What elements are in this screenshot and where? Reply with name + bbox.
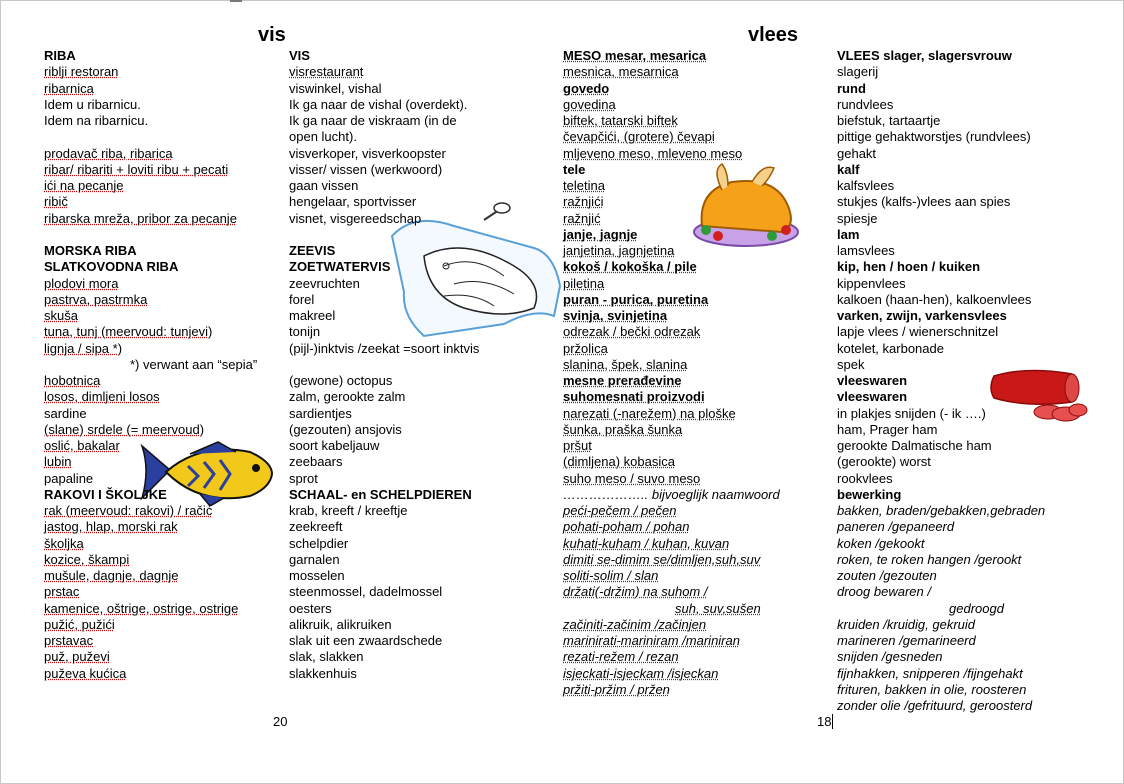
- page-number-right: [817, 714, 833, 729]
- term: puran - purica, puretina: [563, 291, 709, 307]
- term: mljeveno meso, mleveno meso: [563, 145, 743, 161]
- term: RAKOVI I ŠKOLJKE: [44, 486, 167, 502]
- term: Idem na ribarnicu.: [44, 113, 149, 128]
- term: mosselen: [289, 568, 345, 583]
- term: ribar/ ribariti + loviti ribu + pecati: [44, 161, 229, 177]
- term: narezati (-narežem) na ploške: [563, 405, 736, 421]
- term: (gerookte) worst: [837, 454, 931, 470]
- term: stukjes (kalfs-)vlees aan spies: [837, 194, 1011, 210]
- term: varken, zwijn, varkensvlees: [837, 308, 1007, 323]
- term: skuša: [44, 308, 78, 323]
- term: SCHAAL- en SCHELPDIEREN: [289, 486, 472, 502]
- term: kamenice, oštrige, ostrige, ostrige: [44, 600, 239, 616]
- term: open lucht).: [289, 129, 357, 145]
- page-top-mark: [230, 0, 242, 2]
- term: oesters: [289, 600, 332, 616]
- term: slakkenhuis: [289, 665, 357, 681]
- column-croatian-fish: [44, 48, 279, 682]
- heading-vlees: vlees: [748, 24, 799, 46]
- term: mesnica, mesarnica: [563, 64, 679, 80]
- term: rund: [837, 80, 866, 96]
- term: VIS: [289, 48, 310, 63]
- term: bewerking: [837, 486, 902, 502]
- term: ham, Prager ham: [837, 421, 938, 437]
- term: slagerij: [837, 64, 879, 80]
- term: lapje vlees / wienerschnitzel: [837, 324, 999, 340]
- term: kotelet, karbonade: [837, 340, 944, 356]
- term: dimiti se-dimim se/dimljen,suh,suv: [563, 551, 761, 567]
- term: rundvlees: [837, 96, 894, 112]
- term: pržiti-pržim / pržen: [563, 681, 670, 697]
- term: in plakjes snijden (- ik ….): [837, 405, 986, 421]
- term: slanina, špek, slanina: [563, 356, 688, 372]
- term: mušule, dagnje, dagnje: [44, 568, 179, 583]
- term: riblji restoran: [44, 64, 119, 80]
- term: Ik ga naar de vishal (overdekt).: [289, 96, 468, 112]
- term: soliti-solim / slan: [563, 568, 659, 583]
- blank-line: [289, 227, 554, 243]
- term: rak (meervoud: rakovi) / račić: [44, 503, 213, 518]
- term: (gezouten) ansjovis: [289, 421, 402, 437]
- term: kuhati-kuham / kuhan, kuvan: [563, 535, 730, 551]
- term: kalfsvlees: [837, 178, 895, 193]
- term: kalkoen (haan-hen), kalkoenvlees: [837, 291, 1032, 307]
- term: lignja / sipa *): [44, 340, 123, 356]
- term: školjka: [44, 535, 84, 551]
- term: pittige gehaktworstjes (rundvlees): [837, 129, 1031, 145]
- term: forel: [289, 291, 315, 307]
- term: frituren, bakken in olie, roosteren: [837, 681, 1027, 697]
- term: biftek, tatarski biftek: [563, 113, 678, 128]
- term: visverkoper, visverkoopster: [289, 145, 446, 161]
- term: pastrva, pastrmka: [44, 291, 148, 307]
- term: šunka, praška šunka: [563, 421, 683, 437]
- term: spiesje: [837, 210, 878, 226]
- term: ražnjići: [563, 194, 604, 210]
- term: garnalen: [289, 551, 340, 567]
- term: jastog, hlap, morski rak: [44, 519, 178, 535]
- term: peći-pečem / pečen: [563, 503, 677, 518]
- term: Ik ga naar de viskraam (in de: [289, 113, 457, 128]
- term: prstac: [44, 584, 80, 600]
- term: zeebaars: [289, 454, 343, 470]
- term: pršut: [563, 438, 592, 453]
- term: puževa kućica: [44, 665, 127, 681]
- term: soort kabeljauw: [289, 438, 380, 453]
- term: tele: [563, 161, 586, 177]
- term: krab, kreeft / kreeftje: [289, 503, 408, 518]
- term: MESO mesar, mesarica: [563, 48, 707, 63]
- blank-line: [44, 227, 279, 243]
- term: pohati-poham / pohan: [563, 519, 690, 535]
- term: makreel: [289, 308, 336, 323]
- term: lubin: [44, 454, 72, 470]
- term: svinja, svinjetina: [563, 308, 668, 323]
- footnote: *) verwant aan “sepia”: [130, 356, 258, 372]
- term: visnet, visgereedschap: [289, 210, 422, 226]
- term: suhomesnati proizvodi: [563, 389, 705, 405]
- term: Idem u ribarnicu.: [44, 96, 141, 112]
- term: bakken, braden/gebakken,gebraden: [837, 503, 1046, 518]
- term: roken, te roken hangen /gerookt: [837, 551, 1022, 567]
- term: ribarnica: [44, 80, 94, 96]
- term: zeevruchten: [289, 275, 360, 291]
- term: mesne prerađevine: [563, 373, 682, 388]
- term: tuna, tunj (meervoud: tunjevi): [44, 324, 213, 340]
- term: janje, jagnje: [563, 226, 638, 242]
- term: viswinkel, vishal: [289, 80, 382, 96]
- term: SLATKOVODNA RIBA: [44, 259, 179, 275]
- term: rezati-režem / rezan: [563, 649, 679, 665]
- term: prstavac: [44, 633, 94, 648]
- term: papaline: [44, 470, 94, 486]
- term: slak, slakken: [289, 649, 364, 665]
- term: odrezak / bečki odrezak: [563, 324, 701, 340]
- term: ZEEVIS: [289, 243, 336, 258]
- term: gerookte Dalmatische ham: [837, 438, 992, 453]
- page-number-right-text: 18: [817, 714, 832, 729]
- term: začiniti-začinim /začinjen: [563, 616, 707, 632]
- term: hengelaar, sportvisser: [289, 194, 417, 210]
- term: visser/ vissen (werkwoord): [289, 161, 443, 177]
- term: steenmossel, dadelmossel: [289, 584, 443, 600]
- blank-line: [289, 357, 554, 373]
- term: ZOETWATERVIS: [289, 259, 391, 275]
- term: sardine: [44, 405, 87, 421]
- term: čevapčići, (grotere) čevapi: [563, 129, 715, 145]
- term: marinirati-mariniram /mariniran: [563, 633, 740, 648]
- term: snijden /gesneden: [837, 649, 943, 665]
- term: rookvlees: [837, 470, 893, 486]
- term: prodavač riba, ribarica: [44, 145, 173, 161]
- term: ribarska mreža, pribor za pecanje: [44, 210, 237, 226]
- term: držati(-držim) na suhom /: [563, 584, 708, 600]
- term: pržolica: [563, 340, 608, 356]
- term: ……………….. bijvoeglijk naamwoord: [563, 486, 780, 502]
- term: plodovi mora: [44, 275, 119, 291]
- term: MORSKA RIBA: [44, 243, 137, 258]
- term: suho meso / suvo meso: [563, 470, 701, 486]
- term: kalf: [837, 161, 860, 177]
- term: gedroogd: [949, 600, 1004, 616]
- term: tonijn: [289, 324, 321, 340]
- term: pužić, pužići: [44, 616, 115, 632]
- term: ići na pecanje: [44, 178, 124, 193]
- term: puž, puževi: [44, 649, 110, 665]
- term: kip, hen / hoen / kuiken: [837, 259, 981, 275]
- term: gaan vissen: [289, 178, 359, 193]
- term: koken /gekookt: [837, 535, 925, 551]
- term: (gewone) octopus: [289, 373, 393, 388]
- term: (pijl-)inktvis /zeekat =soort inktvis: [289, 340, 480, 356]
- term: isjeckati-isjeckam /isjeckan: [563, 665, 719, 681]
- term: govedo: [563, 80, 610, 96]
- term: lamsvlees: [837, 243, 895, 258]
- term: hobotnica: [44, 373, 101, 388]
- term: kippenvlees: [837, 275, 906, 291]
- term: kozice, škampi: [44, 551, 130, 567]
- term: paneren /gepaneerd: [837, 519, 955, 535]
- page-number-left: 20: [273, 714, 288, 729]
- term: zouten /gezouten: [837, 568, 937, 583]
- term: sardientjes: [289, 405, 352, 421]
- term: oslić, bakalar: [44, 438, 120, 453]
- term: piletina: [563, 275, 605, 291]
- term: droog bewaren /: [837, 584, 931, 600]
- term: kokoš / kokoška / pile: [563, 259, 697, 275]
- term: ražnjić: [563, 210, 601, 226]
- term: ribič: [44, 194, 68, 210]
- term: (slane) srdele (= meervoud): [44, 421, 205, 437]
- term: vleeswaren: [837, 389, 908, 405]
- column-dutch-fish: [289, 48, 554, 682]
- term: govedina: [563, 96, 616, 112]
- term: teletina: [563, 178, 605, 193]
- term: slak uit een zwaardschede: [289, 633, 443, 648]
- term: vleeswaren: [837, 373, 908, 388]
- term: suh, suv,sušen: [675, 600, 761, 616]
- term: fijnhakken, snipperen /fijngehakt: [837, 665, 1023, 681]
- text-cursor: [832, 714, 833, 729]
- term: zonder olie /gefrituurd, geroosterd: [837, 698, 1033, 713]
- term: sprot: [289, 470, 318, 486]
- term: zalm, gerookte zalm: [289, 389, 406, 405]
- term: gehakt: [837, 145, 877, 161]
- heading-vis: vis: [258, 24, 286, 46]
- column-dutch-meat: [837, 48, 1107, 714]
- term: biefstuk, tartaartje: [837, 113, 941, 128]
- term: janjetina, jagnjetina: [563, 243, 675, 258]
- term: losos, dimljeni losos: [44, 389, 160, 405]
- term: alikruik, alikruiken: [289, 616, 392, 632]
- term: schelpdier: [289, 535, 349, 551]
- term: VLEES slager, slagersvrouw: [837, 48, 1012, 63]
- term: visrestaurant: [289, 64, 364, 80]
- term: kruiden /kruidig, gekruid: [837, 616, 976, 632]
- term: lam: [837, 226, 860, 242]
- column-croatian-meat: [563, 48, 828, 698]
- term: zeekreeft: [289, 519, 343, 535]
- term: (dimljena) kobasica: [563, 454, 675, 470]
- term: RIBA: [44, 48, 76, 63]
- term: spek: [837, 356, 865, 372]
- blank-line: [44, 129, 279, 145]
- term: marineren /gemarineerd: [837, 633, 976, 648]
